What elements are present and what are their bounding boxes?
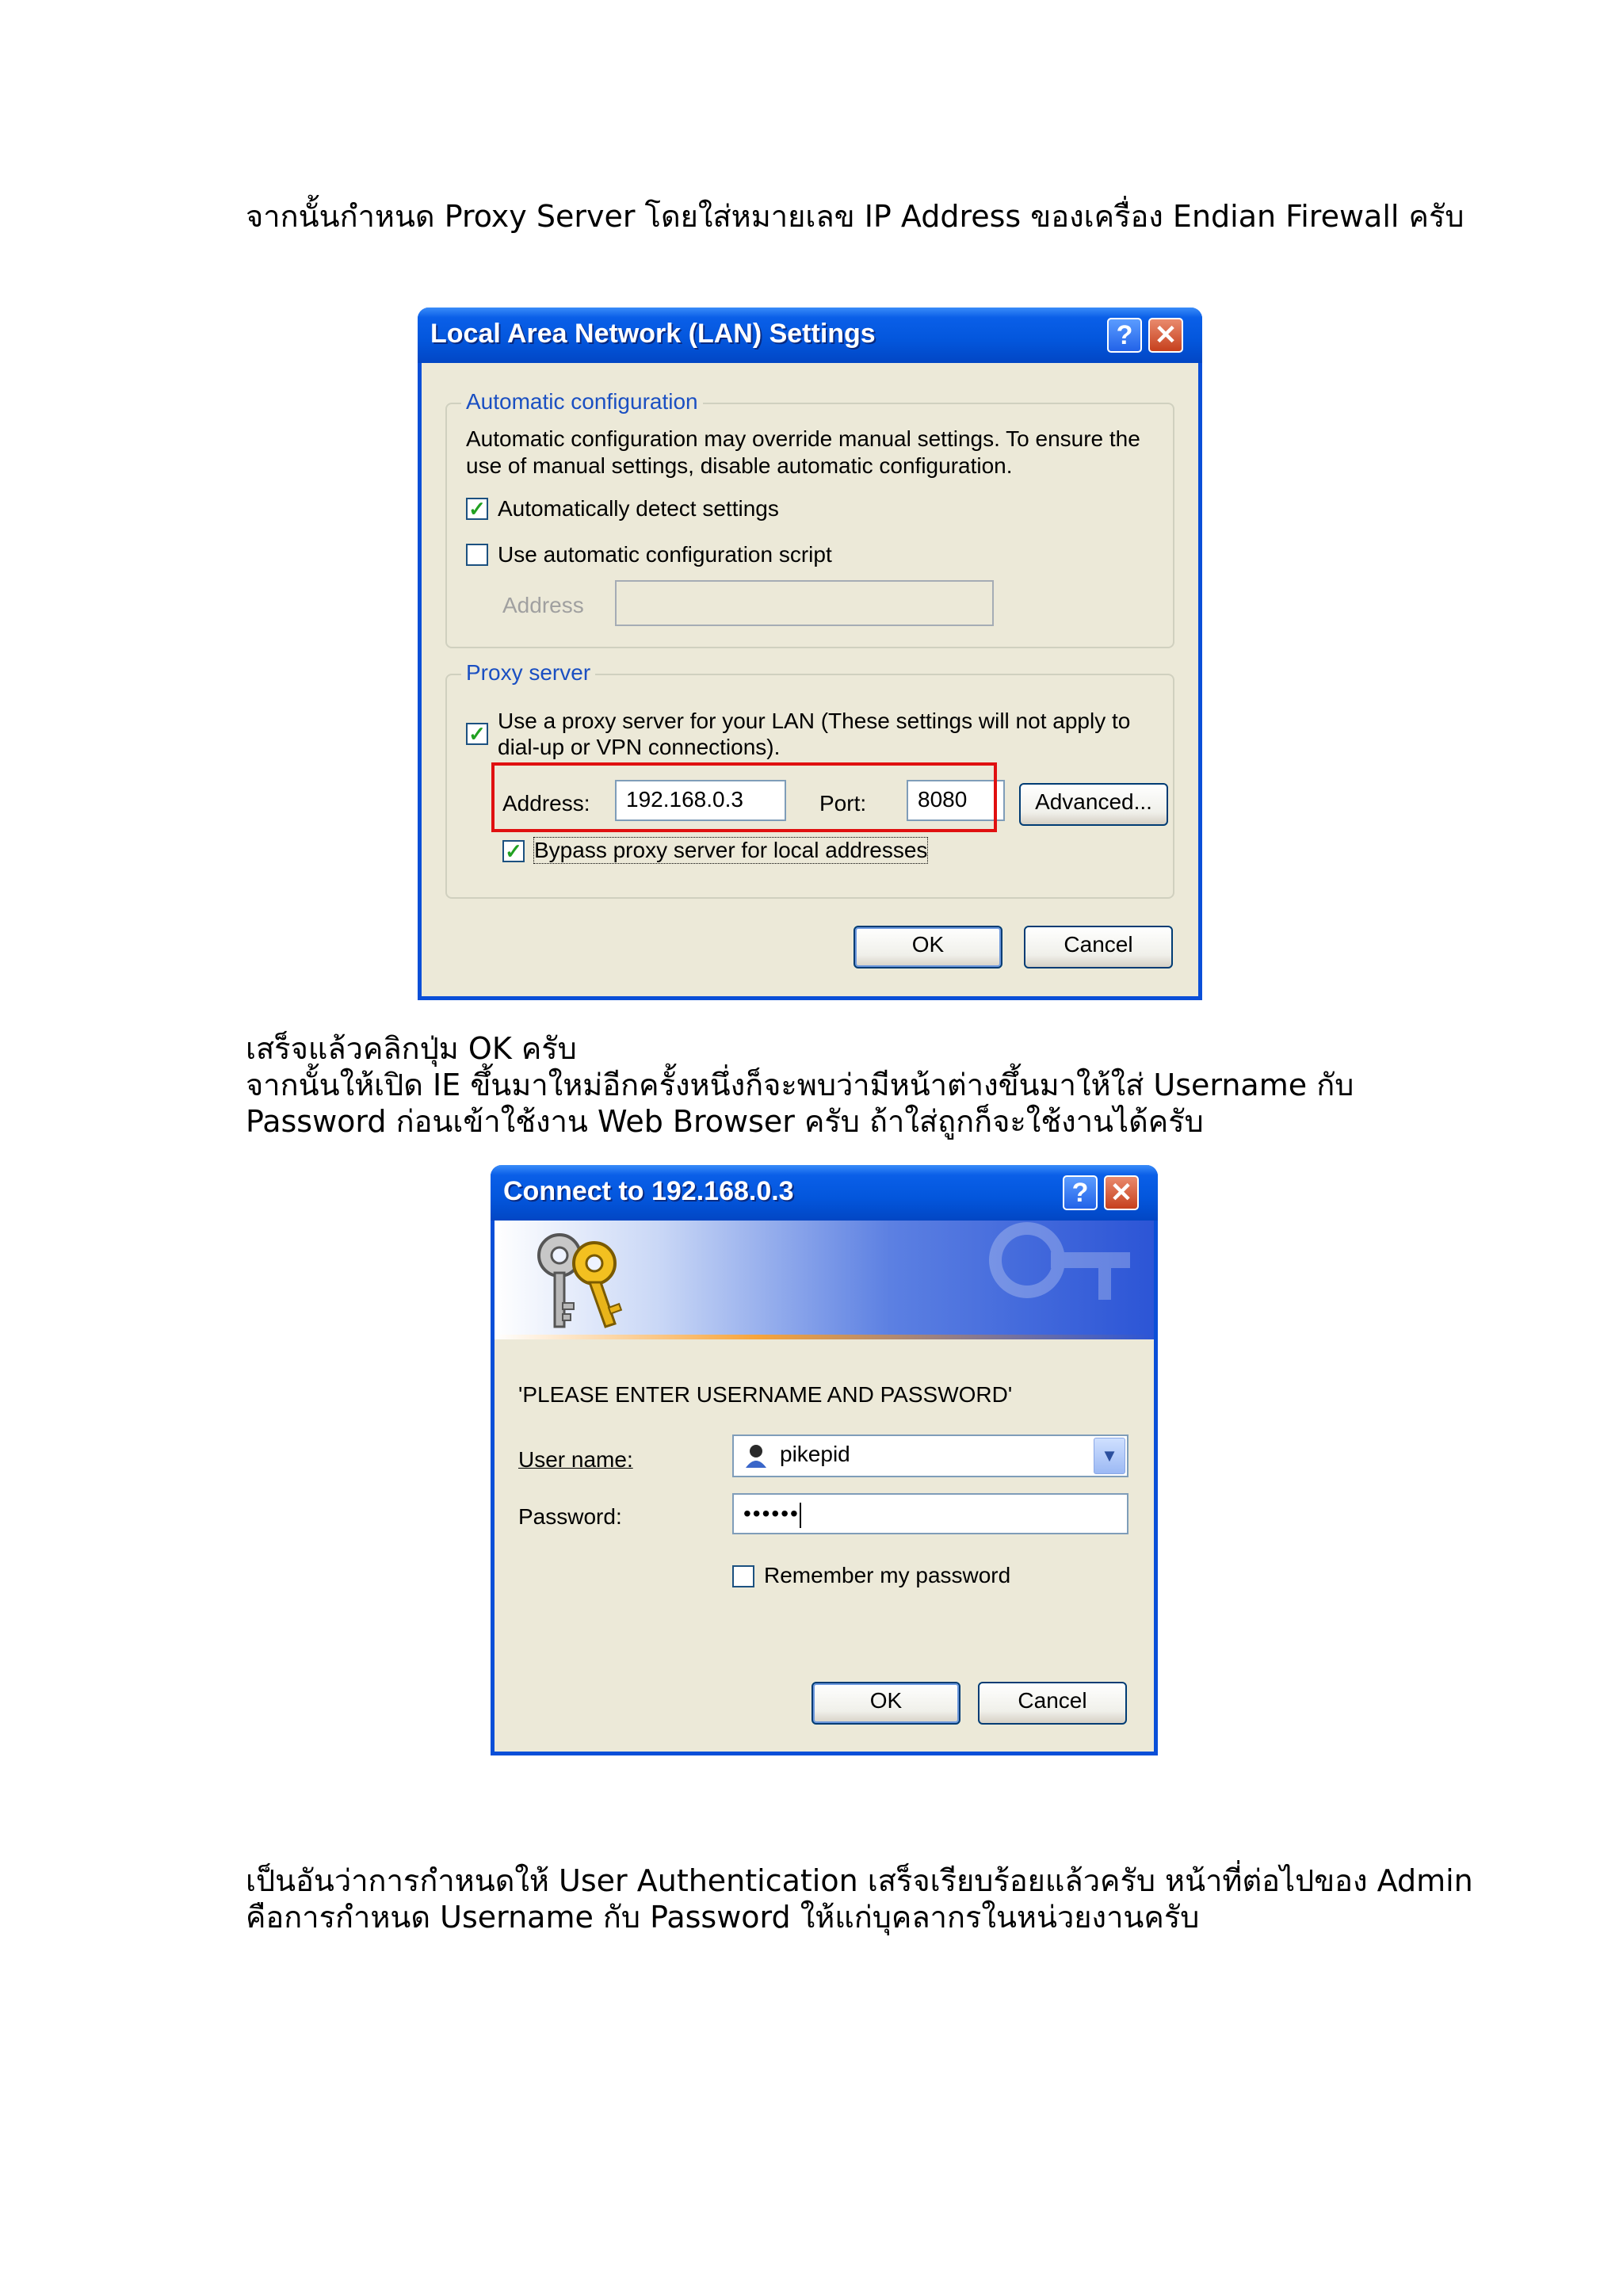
connect-dialog [491, 1165, 1158, 1755]
lan-settings-dialog [418, 308, 1202, 1000]
lan-dialog-title: Local Area Network (LAN) Settings [430, 319, 876, 349]
auto-config-description-line2: use of manual settings, disable automatic configuration. [466, 453, 1013, 478]
auto-detect-label[interactable]: Automatically detect settings [498, 496, 779, 521]
advanced-button[interactable]: Advanced... [1019, 783, 1168, 826]
chevron-down-icon[interactable]: ▼ [1094, 1438, 1125, 1474]
use-proxy-checkbox[interactable] [466, 723, 488, 745]
auto-script-label[interactable]: Use automatic configuration script [498, 542, 832, 567]
password-value: •••••• [743, 1501, 800, 1526]
proxy-port-input[interactable]: 8080 [907, 780, 1005, 821]
remember-password-checkbox[interactable] [732, 1565, 754, 1587]
username-combobox[interactable] [732, 1435, 1128, 1477]
automatic-configuration-legend: Automatic configuration [461, 389, 703, 415]
instruction-line-3: Password ก่อนเข้าใช้งาน Web Browser ครับ ถ้าใส่ถูกก็จะใช้งานได้ครับ [246, 1104, 1204, 1139]
ok-button[interactable]: OK [854, 926, 1002, 968]
remember-password-label[interactable]: Remember my password [764, 1563, 1011, 1587]
instruction-line-2: จากนั้นให้เปิด IE ขึ้นมาใหม่อีกครั้งหนึ่งก็จะพบว่ามีหน้าต่างขึ้นมาให้ใส่ Username กับ [246, 1068, 1354, 1102]
username-value: pikepid [780, 1442, 850, 1466]
intro-paragraph: จากนั้นกำหนด Proxy Server โดยใส่หมายเลข IP Address ของเครื่อง Endian Firewall ครับ [246, 199, 1465, 234]
close-button[interactable]: ✕ [1148, 318, 1183, 353]
proxy-port-label: Port: [819, 791, 867, 816]
connect-dialog-titlebar[interactable] [491, 1165, 1158, 1221]
help-button[interactable]: ? [1107, 318, 1142, 353]
username-label: User name: [518, 1447, 633, 1472]
checkmark-icon: ✓ [468, 497, 486, 521]
cancel-button[interactable]: Cancel [1024, 926, 1173, 968]
use-proxy-label-line1[interactable]: Use a proxy server for your LAN (These settings will not apply to [498, 709, 1131, 733]
script-address-input[interactable] [615, 580, 994, 626]
auto-script-checkbox[interactable] [466, 544, 488, 566]
watermark-keys-icon [964, 1221, 1138, 1339]
help-button[interactable]: ? [1063, 1175, 1098, 1210]
use-proxy-label-line2[interactable]: dial-up or VPN connections). [498, 735, 781, 759]
keys-icon [526, 1225, 629, 1336]
password-input[interactable] [732, 1493, 1128, 1534]
auto-config-description-line1: Automatic configuration may override manual settings. To ensure the [466, 426, 1140, 451]
bypass-checkbox[interactable] [502, 840, 525, 862]
proxy-settings-highlight [491, 762, 997, 832]
checkmark-icon: ✓ [505, 839, 522, 863]
lan-dialog-titlebar[interactable] [418, 308, 1202, 363]
conclusion-line-1: เป็นอันว่าการกำหนดให้ User Authentication เสร็จเรียบร้อยแล้วครับ หน้าที่ต่อไปของ Admin [246, 1863, 1473, 1898]
automatic-configuration-group [445, 389, 1174, 648]
script-address-label: Address [502, 593, 584, 617]
proxy-address-label: Address: [502, 791, 590, 816]
checkmark-icon: ✓ [468, 722, 486, 746]
text-cursor [800, 1503, 801, 1528]
connect-banner [495, 1221, 1154, 1339]
auto-detect-checkbox[interactable] [466, 498, 488, 520]
cancel-button[interactable]: Cancel [978, 1682, 1127, 1725]
connect-dialog-title: Connect to 192.168.0.3 [503, 1176, 794, 1206]
proxy-server-legend: Proxy server [461, 660, 595, 686]
instruction-line-1: เสร็จแล้วคลิกปุ่ม OK ครับ [246, 1031, 577, 1066]
bypass-label[interactable]: Bypass proxy server for local addresses [534, 838, 928, 862]
password-label: Password: [518, 1504, 622, 1529]
ok-button[interactable]: OK [812, 1682, 960, 1725]
conclusion-line-2: คือการกำหนด Username กับ Password ให้แก่บุคลากรในหน่วยงานครับ [246, 1900, 1200, 1935]
close-button[interactable]: ✕ [1104, 1175, 1139, 1210]
user-icon [743, 1442, 770, 1469]
proxy-address-input[interactable]: 192.168.0.3 [615, 780, 786, 821]
login-prompt: 'PLEASE ENTER USERNAME AND PASSWORD' [518, 1382, 1013, 1407]
